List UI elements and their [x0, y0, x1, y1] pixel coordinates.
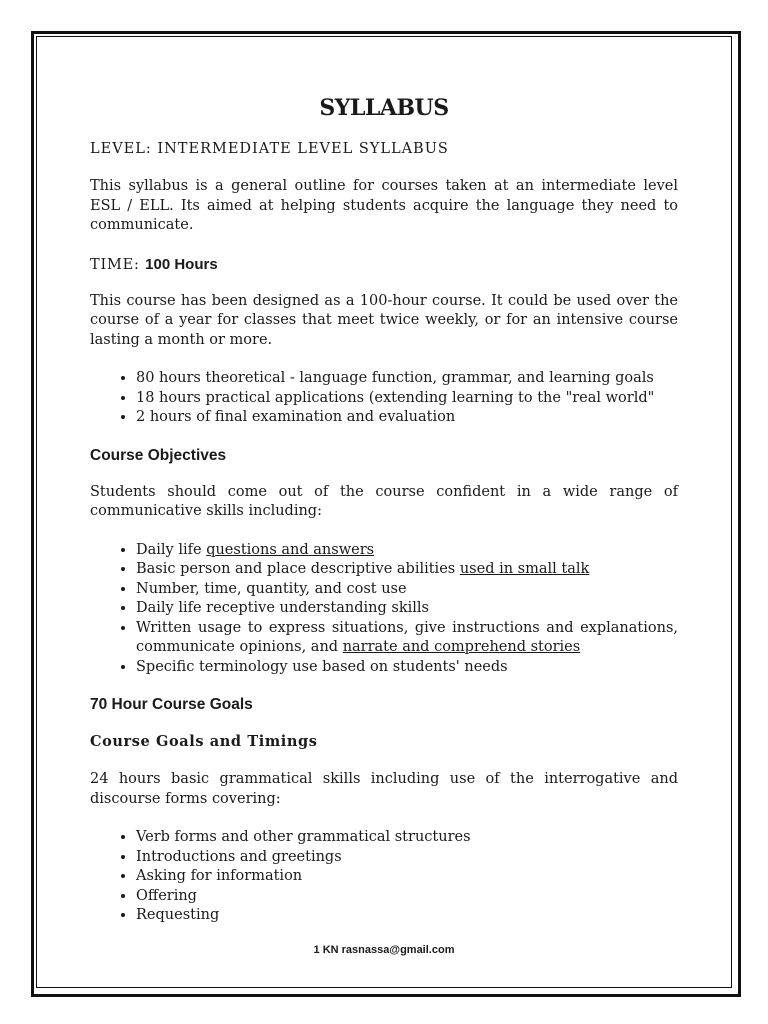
list-item [136, 658, 678, 678]
item-text: Specific terminology use based on students' needs [136, 658, 508, 675]
document-body [90, 94, 678, 944]
list-item: • 2 hours of final examination and evaluation [136, 408, 678, 428]
time-paragraph: This course has been designed as a 100-hour course. It could be used over the course of a year for classes that meet twice weekly, or for an intensive course lasting a month or more. [90, 292, 678, 348]
time-heading [90, 255, 678, 275]
list-item: • Asking for information [136, 867, 678, 887]
goals-timings-heading: Course Goals and Timings [90, 733, 318, 750]
list-item: • Verb forms and other grammatical structures [136, 828, 678, 848]
grammar-paragraph: 24 hours basic grammatical skills including use of the interrogative and discourse forms covering: [90, 771, 678, 807]
objectives-paragraph: Students should come out of the course confident in a wide range of communicative skills including: [90, 483, 678, 519]
intro-paragraph: This syllabus is a general outline for courses taken at an intermediate level ESL / ELL. Its aimed at helping students acquire the language they need to communicate. [90, 178, 678, 233]
goals-heading: 70 Hour Course Goals [90, 696, 253, 713]
list-item: • Introductions and greetings [136, 848, 678, 868]
list-item [136, 580, 678, 600]
list-item [136, 560, 678, 580]
level-heading: LEVEL: INTERMEDIATE LEVEL SYLLABUS [90, 141, 449, 157]
objectives-list [90, 541, 678, 678]
item-text: Daily life [136, 541, 207, 558]
item-text: Basic person and place descriptive abilities [136, 561, 460, 577]
objectives-heading: Course Objectives [90, 446, 227, 464]
underlined-link[interactable]: used in small talk [459, 561, 590, 577]
list-item [136, 619, 678, 658]
page-footer: 1 KN rasnassa@gmail.com [313, 944, 455, 956]
list-item: • Offering [136, 887, 678, 907]
item-text: Number, time, quantity, and cost use [136, 580, 407, 597]
list-item: • Requesting [136, 906, 678, 926]
list-item: • 80 hours theoretical - language function, grammar, and learning goals [136, 369, 678, 389]
document-title: SYLLABUS [319, 95, 449, 121]
time-label: TIME: [90, 256, 140, 273]
item-text: Written usage to express situations, give instructions and explanations, communicate opinions, and [136, 619, 678, 655]
list-item [136, 541, 678, 561]
hours-list [90, 369, 678, 428]
list-item: • 18 hours practical applications (extending learning to the "real world" [136, 389, 678, 409]
item-text: Daily life receptive understanding skills [136, 600, 429, 616]
list-item [136, 599, 678, 619]
grammar-list [90, 828, 678, 926]
time-value: 100 Hours [145, 255, 218, 273]
underlined-link[interactable]: questions and answers [206, 541, 375, 558]
underlined-link[interactable]: narrate and comprehend stories [342, 639, 581, 655]
